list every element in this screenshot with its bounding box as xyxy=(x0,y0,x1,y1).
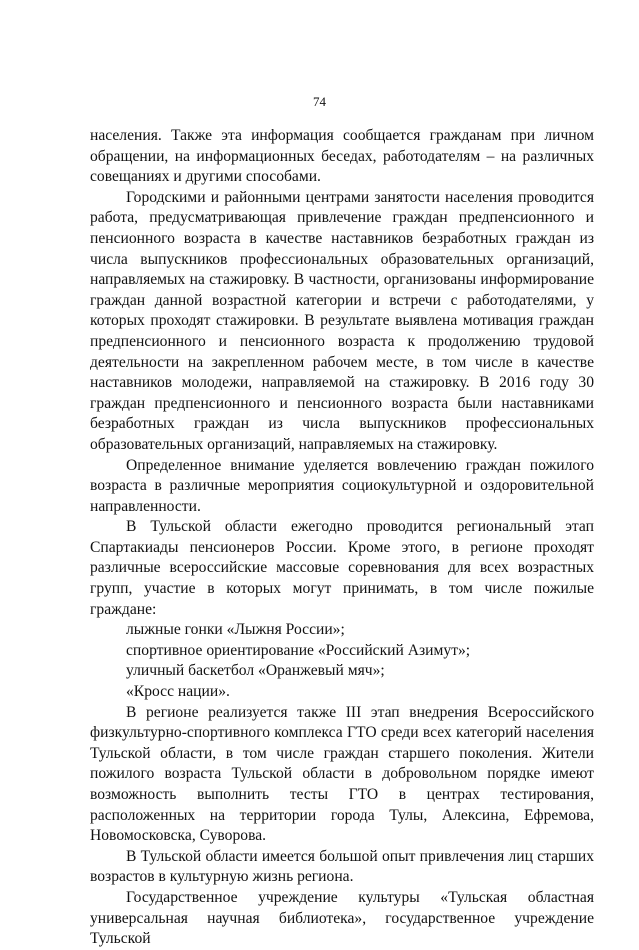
paragraph-mentors: Городскими и районными центрами занятости населения проводится работа, предусматривающая привлечение граждан предпенсионного и пенсионного возраста в качестве наставников безработных граждан из числа выпускников профессиональных образовательных организаций, направляемых на стажировку. В частности, организованы информирование граждан данной возрастной категории и встречи с работодателями, у которых проходят стажировки. В результате выявлена мотивация граждан предпенсионного и пенсионного возраста к продолжению трудовой деятельности на закрепленном рабочем месте, в том числе в качестве наставников молодежи, направляемой на стажировку. В 2016 году 30 граждан предпенсионного и пенсионного возраста были наставниками безработных граждан из числа выпускников профессиональных образовательных организаций, направляемых на стажировку. xyxy=(90,188,594,453)
list-item-orienteering: спортивное ориентирование «Российский Азимут»; xyxy=(126,641,471,659)
paragraph-culture: В Тульской области имеется большой опыт привлечения лиц старших возрастов в культурную жизнь региона. xyxy=(90,847,594,886)
document-body xyxy=(90,126,594,950)
list-item-basketball: уличный баскетбол «Оранжевый мяч»; xyxy=(126,662,385,680)
paragraph-spartakiada: В Тульской области ежегодно проводится региональный этап Спартакиады пенсионеров России. Кроме этого, в регионе проходят различные всероссийские массовые соревнования для всех возрастных групп, участие в которых могут принимать, в том числе пожилые граждане: xyxy=(90,518,594,618)
paragraph-involvement: Определенное внимание уделяется вовлечению граждан пожилого возраста в различные мероприятия социокультурной и оздоровительной направленности. xyxy=(90,456,594,515)
list-item-cross: «Кросс нации». xyxy=(126,683,230,701)
page-number: 74 xyxy=(313,94,326,109)
list-item-ski-race: лыжные гонки «Лыжня России»; xyxy=(126,621,345,639)
paragraph-library: Государственное учреждение культуры «Тульская областная универсальная научная библиотека», государственное учреждение Тульской xyxy=(90,888,594,948)
paragraph-continuation: населения. Также эта информация сообщается гражданам при личном обращении, на информационных беседах, работодателям – на различных совещаниях и другими способами. xyxy=(90,127,594,186)
paragraph-gto: В регионе реализуется также III этап внедрения Всероссийского физкультурно-спортивного комплекса ГТО среди всех категорий населения Тульской области, в том числе граждан старшего поколения. Жители пожилого возраста Тульской области в добровольном порядке имеют возможность выполнить тесты ГТО в центрах тестирования, расположенных на территории города Тулы, Алексина, Ефремова, Новомосковска, Суворова. xyxy=(90,703,594,845)
